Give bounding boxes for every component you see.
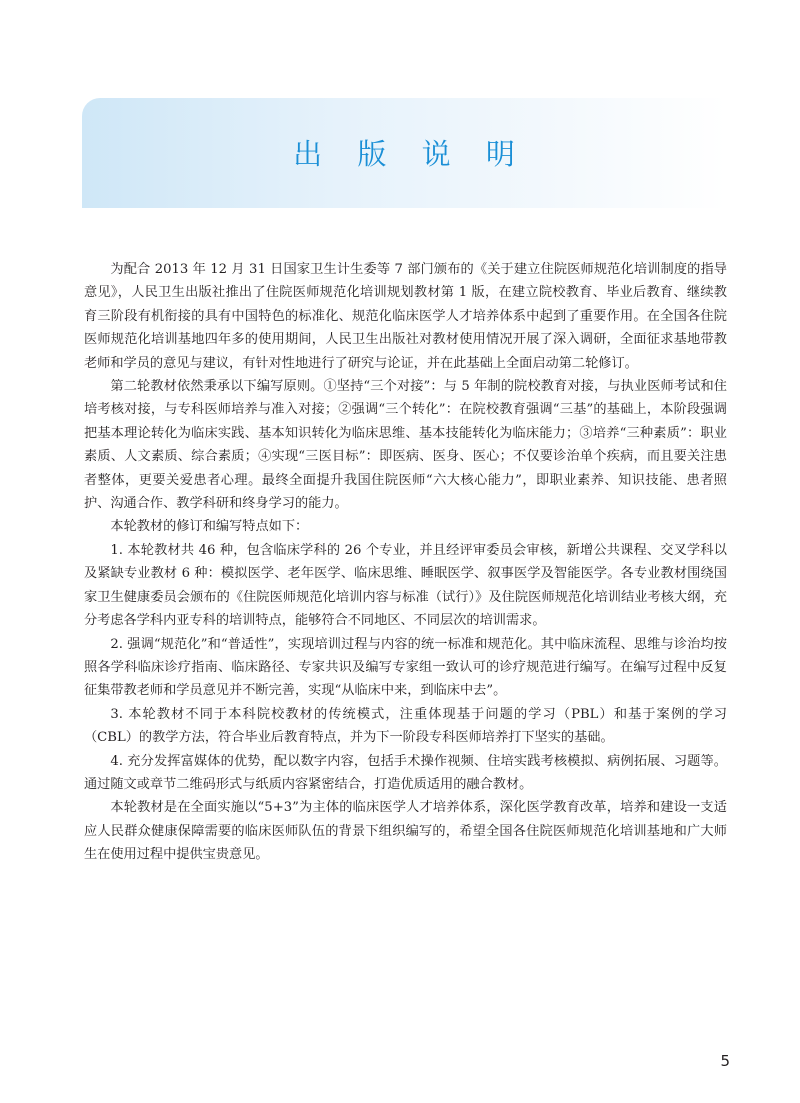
paragraph-feature-3: 3. 本轮教材不同于本科院校教材的传统模式，注重体现基于问题的学习（PBL）和基于案例的学习（CBL）的教学方法，符合毕业后教育特点，并为下一阶段专科医师培养打下坚实的基础。: [84, 706, 727, 746]
page-number: 5: [720, 1052, 730, 1070]
paragraph-intro: 为配合 2013 年 12 月 31 日国家卫生计生委等 7 部门颁布的《关于建立住院医师规范化培训制度的指导意见》，人民卫生出版社推出了住院医师规范化培训规划教材第 1 版，在建立院校教育、毕业后教育、继续教育三阶段有机衔接的具有中国特色的标准化、规范化临床医学人才培养体系中起到了重要作用。在全国各住院医师规范化培训基地四年多的使用期间，人民卫生出版社对教材使用情况开展了深入调研，全面征求基地带教老师和学员的意见与建议，有针对性地进行了研究与论证，并在此基础上全面启动第二轮修订。: [84, 262, 727, 371]
title-banner: [82, 98, 726, 208]
page-title: 出 版 说 明: [293, 137, 528, 171]
body-text: [84, 258, 727, 867]
paragraph-features-heading: 本轮教材的修订和编写特点如下：: [110, 519, 309, 535]
paragraph-feature-1: 1. 本轮教材共 46 种，包含临床学科的 26 个专业，并且经评审委员会审核，新增公共课程、交叉学科以及紧缺专业教材 6 种：模拟医学、老年医学、临床思维、睡眠医学、叙事医学及智能医学。各专业教材围绕国家卫生健康委员会颁布的《住院医师规范化培训内容与标准（试行）》及住院医师规范化培训结业考核大纲，充分考虑各学科内亚专科的培训特点，能够符合不同地区、不同层次的培训需求。: [84, 542, 727, 629]
paragraph-feature-4: 4. 充分发挥富媒体的优势，配以数字内容，包括手术操作视频、住培实践考核模拟、病例拓展、习题等。通过随文或章节二维码形式与纸质内容紧密结合，打造优质适用的融合教材。: [84, 753, 727, 792]
paragraph-closing: 本轮教材是在全面实施以“5+3”为主体的临床医学人才培养体系，深化医学教育改革，培养和建设一支适应人民群众健康保障需要的临床医师队伍的背景下组织编写的，希望全国各住院医师规范化培训基地和广大师生在使用过程中提供宝贵意见。: [84, 800, 727, 863]
paragraph-principles: 第二轮教材依然秉承以下编写原则。①坚持“三个对接”：与 5 年制的院校教育对接，与执业医师考试和住培考核对接，与专科医师培养与准入对接；②强调“三个转化”：在院校教育强调“三基”的基础上，本阶段强调把基本理论转化为临床实践、基本知识转化为临床思维、基本技能转化为临床能力；③培养“三种素质”：职业素质、人文素质、综合素质；④实现“三医目标”：即医病、医身、医心；不仅要诊治单个疾病，而且要关注患者整体，更要关爱患者心理。最终全面提升我国住院医师“六大核心能力”，即职业素养、知识技能、患者照护、沟通合作、教学科研和终身学习的能力。: [84, 379, 727, 512]
paragraph-feature-2: 2. 强调“规范化”和“普适性”，实现培训过程与内容的统一标准和规范化。其中临床流程、思维与诊治均按照各学科临床诊疗指南、临床路径、专家共识及编写专家组一致认可的诊疗规范进行编写。在编写过程中反复征集带教老师和学员意见并不断完善，实现“从临床中来，到临床中去”。: [84, 636, 727, 699]
